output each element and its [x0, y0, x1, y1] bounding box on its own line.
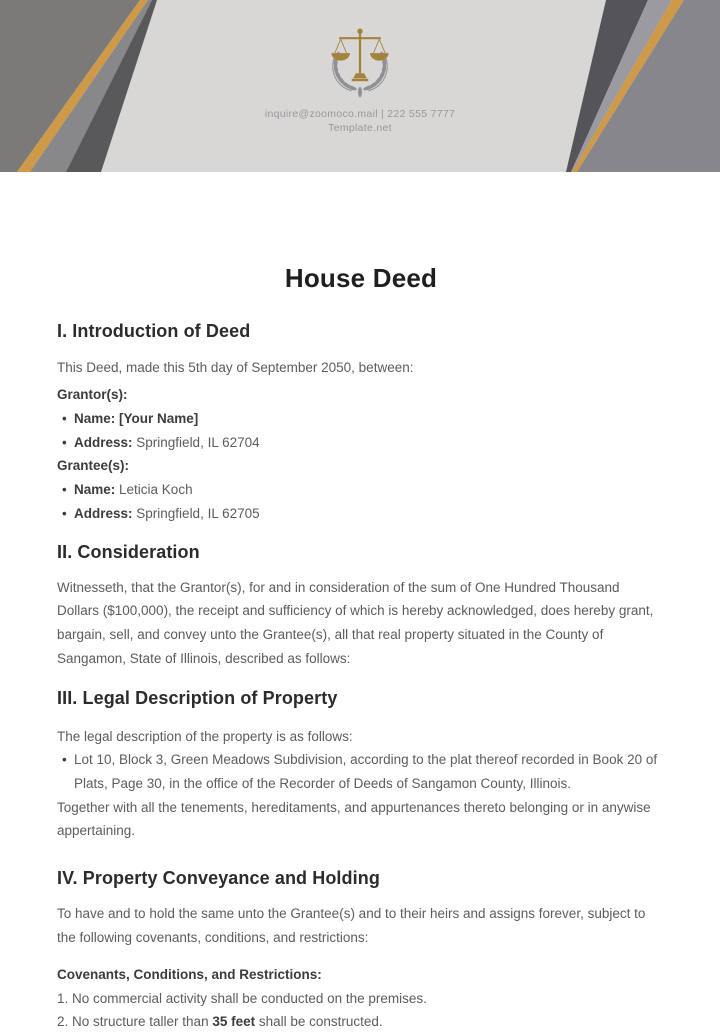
section-heading: I. Introduction of Deed: [57, 321, 251, 341]
site-line: Template.net: [328, 122, 392, 134]
scales-of-justice-icon: [318, 25, 402, 108]
section-heading: II. Consideration: [57, 541, 200, 562]
list-item: • Lot 10, Block 3, Green Meadows Subdivision, according to the plat thereof recorded in Book 20 of Plats, Page 30, in the office of the Recorder of Deeds of Sangamon County, Illinois.: [57, 748, 665, 795]
page-title: House Deed: [284, 263, 438, 293]
contact-line: inquire@zoomoco.mail | 222 555 7777: [264, 108, 456, 120]
grantor-label: Grantor(s):: [57, 387, 128, 402]
list-item: 2. No structure taller than 35 feet shall be constructed.: [57, 1014, 383, 1030]
section-introduction-of-deed: [57, 319, 665, 526]
list-item: • Name: Leticia Koch: [57, 478, 665, 502]
list-item: • Address: Springfield, IL 62704: [57, 431, 665, 455]
section-property-conveyance: [57, 866, 665, 1034]
list-item: • Address: Springfield, IL 62705: [57, 502, 665, 526]
list-item: 1. No commercial activity shall be conducted on the premises.: [57, 990, 427, 1006]
numbered-list: [57, 987, 665, 1034]
paragraph: This Deed, made this 5th day of September 2050, between:: [57, 360, 414, 375]
parties-list: [57, 383, 665, 526]
section-heading: IV. Property Conveyance and Holding: [57, 868, 380, 889]
section-heading: III. Legal Description of Property: [57, 687, 338, 708]
paragraph: To have and to hold the same unto the Grantee(s) and to their heirs and assigns forever, subject to the following covenants, conditions, and restrictions:: [57, 906, 646, 945]
section-consideration: [57, 540, 665, 671]
document-page: [0, 262, 720, 1034]
letterhead-band: [0, 0, 720, 172]
covenants-subheading: Covenants, Conditions, and Restrictions:: [57, 966, 322, 982]
paragraph: The legal description of the property is as follows:: [57, 728, 353, 744]
list-item: • Name: [Your Name]: [57, 407, 665, 431]
section-legal-description: [57, 686, 665, 844]
paragraph: Together with all the tenements, hereditaments, and appurtenances thereto belonging or in anywise appertaining.: [57, 799, 651, 839]
grantee-label: Grantee(s):: [57, 458, 130, 474]
paragraph: Witnesseth, that the Grantor(s), for and in consideration of the sum of One Hundred Thousand Dollars ($100,000), the receipt and sufficiency of which is hereby acknowledged, does hereby grant, bargain, sell, and convey unto the Grantee(s), all that real property situated in the County of Sangamon, State of Illinois, described as follows:: [57, 579, 654, 666]
